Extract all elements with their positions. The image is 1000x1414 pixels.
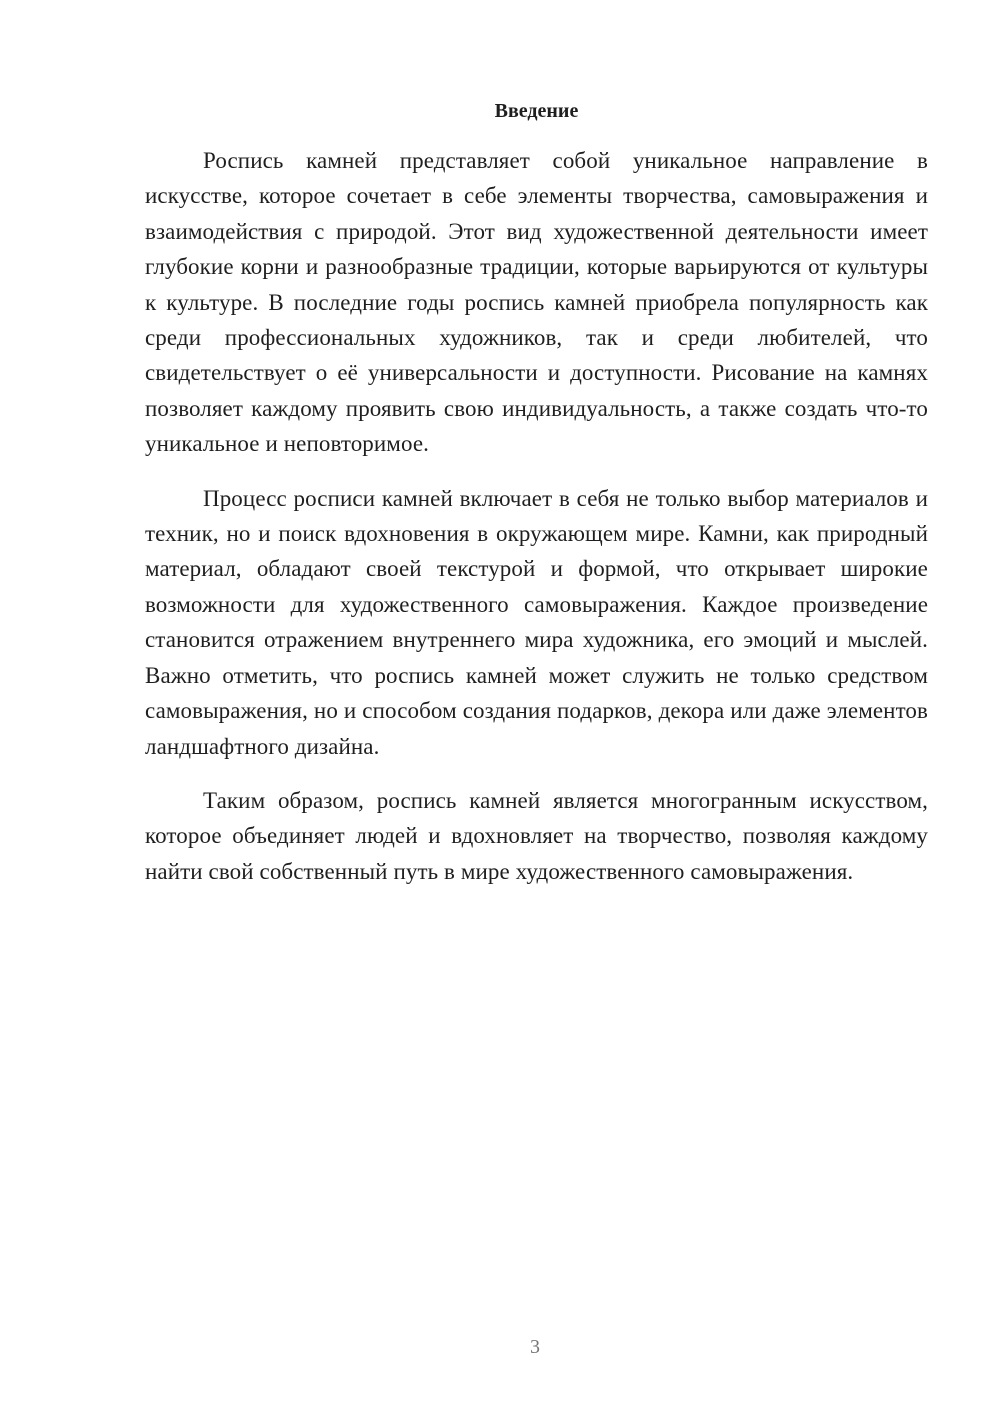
section-title: Введение bbox=[494, 100, 579, 122]
body-text bbox=[145, 143, 928, 908]
paragraph-1: Роспись камней представляет собой уникальное направление в искусстве, которое сочетает в себе элементы творчества, самовыражения и взаимодействия с природой. Этот вид художественной деятельности имеет глубокие корни и разнообразные традиции, которые варьируются от культуры к культуре. В последние годы роспись камней приобрела популярность как среди профессиональных художников, так и среди любителей, что свидетельствует о её универсальности и доступности. Рисование на камнях позволяет каждому проявить свою индивидуальность, а также создать что-то уникальное и неповторимое. bbox=[145, 148, 928, 457]
page-number: 3 bbox=[530, 1336, 540, 1358]
paragraph-3: Таким образом, роспись камней является многогранным искусством, которое объединяет людей и вдохновляет на творчество, позволяя каждому найти свой собственный путь в мире художественного самовыражения. bbox=[145, 787, 928, 884]
paragraph-2: Процесс росписи камней включает в себя не только выбор материалов и техник, но и поиск вдохновения в окружающем мире. Камни, как природный материал, обладают своей текстурой и формой, что открывает широкие возможности для художественного самовыражения. Каждое произведение становится отражением внутреннего мира художника, его эмоций и мыслей. Важно отметить, что роспись камней может служить не только средством самовыражения, но и способом создания подарков, декора или даже элементов ландшафтного дизайна. bbox=[145, 485, 928, 759]
